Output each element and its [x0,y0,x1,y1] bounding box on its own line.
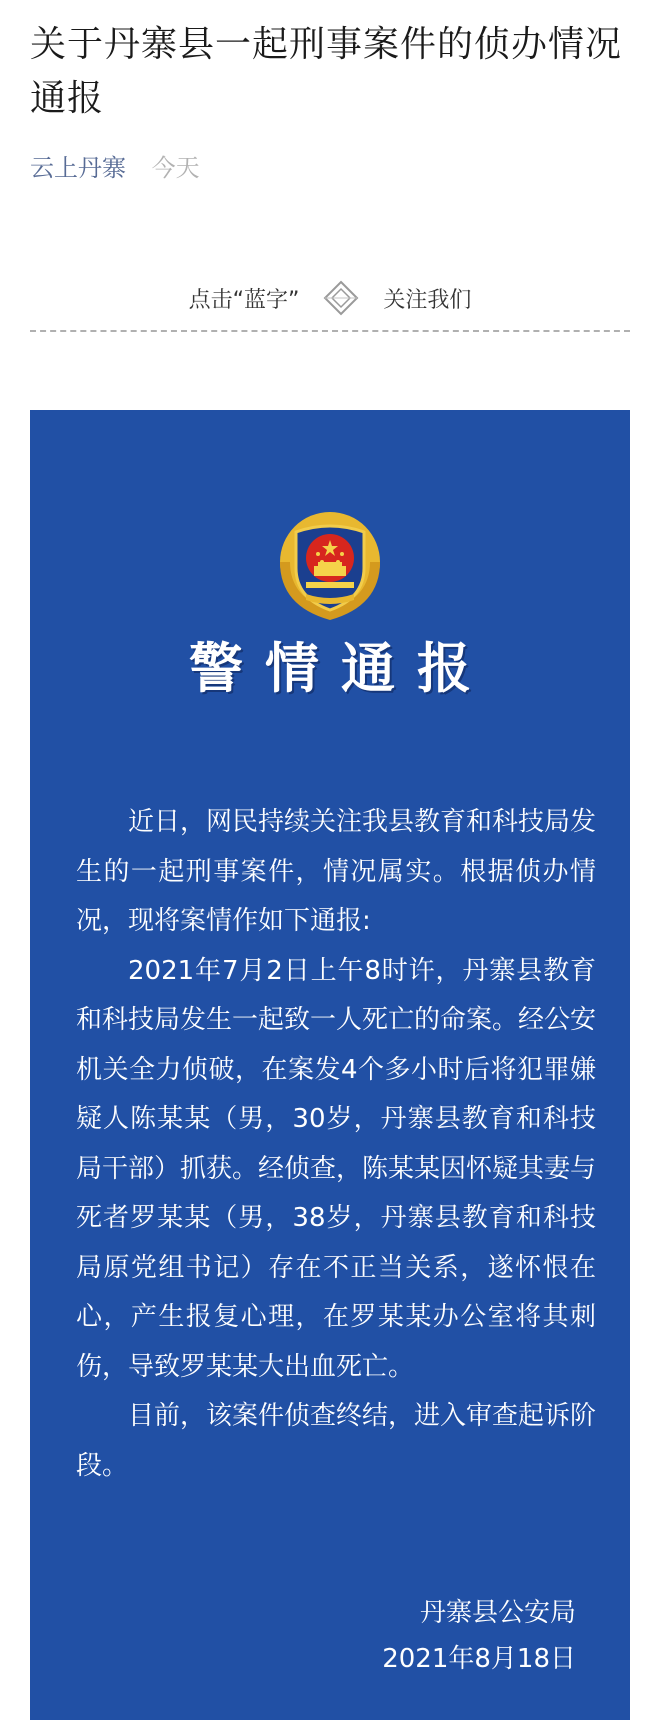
article-meta [30,150,200,186]
signature-org: 丹寨县公安局 [419,1598,576,1628]
dashed-divider [30,330,630,332]
notice-signature [382,1590,576,1682]
article-title: 关于丹寨县一起刑事案件的侦办情况通报 [30,24,623,119]
follow-prompt-right: 关注我们 [383,287,472,313]
notice-body [76,798,596,1491]
follow-prompt [0,276,660,320]
publish-date: 今天 [151,154,200,182]
police-notice-card [30,410,630,1720]
notice-paragraph: 近日，网民持续关注我县教育和科技局发生的一起刑事案件，情况属实。根据侦办情况，现将案情作如下通报: [76,807,597,936]
police-emblem-icon [266,502,394,630]
notice-paragraph: 2021年7月2日上午8时许，丹寨县教育和科技局发生一起致一人死亡的命案。经公安机关全力侦破，在案发4个多小时后将犯罪嫌疑人陈某某（男，30岁，丹寨县教育和科技局干部）抓获。经侦查，陈某某因怀疑其妻与死者罗某某（男，38岁，丹寨县教育和科技局原党组书记）存在不正当关系，遂怀恨在心，产生报复心理，在罗某某办公室将其刺伤，导致罗某某大出血死亡。 [76,955,597,1382]
notice-heading: 警情通报 [189,637,493,700]
follow-prompt-left: 点击“蓝字” [188,287,300,313]
notice-paragraph: 目前，该案件侦查终结，进入审查起诉阶段。 [76,1401,597,1481]
account-name-link[interactable]: 云上丹寨 [30,154,126,182]
signature-date: 2021年8月18日 [382,1644,576,1674]
diamond-icon [323,280,359,316]
